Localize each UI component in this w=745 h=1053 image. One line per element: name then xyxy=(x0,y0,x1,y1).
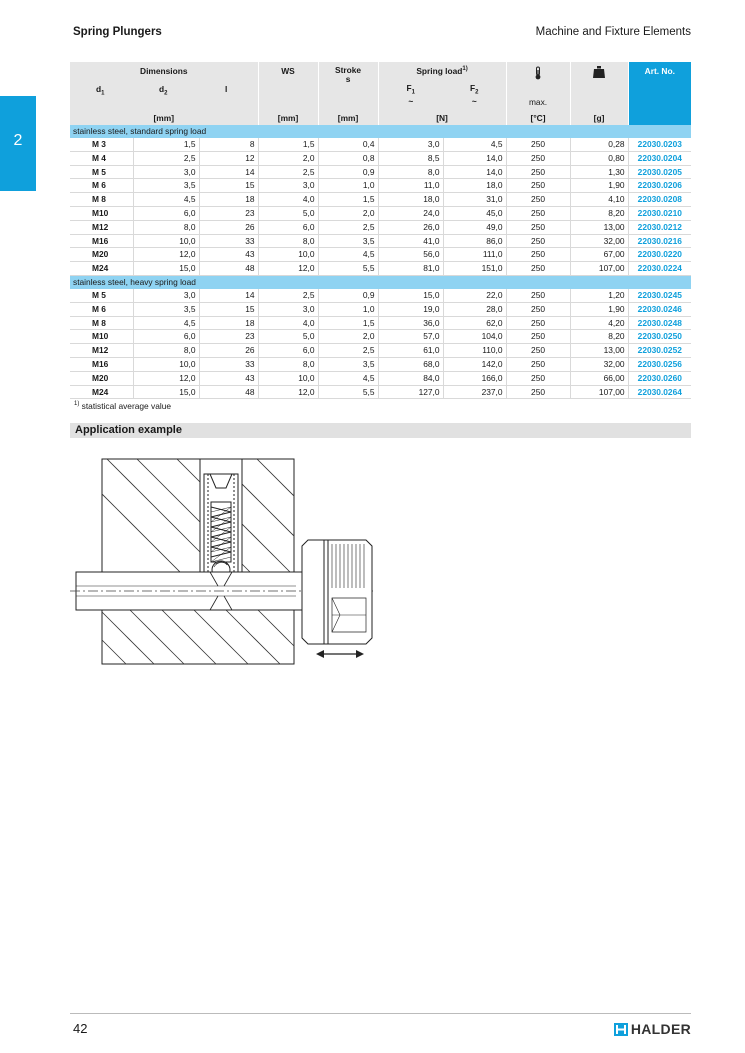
article-number: 22030.0208 xyxy=(628,193,691,207)
max-temp-value: 250 xyxy=(506,262,570,276)
f1-subscript: 1 xyxy=(411,89,416,96)
d2-value: 8,0 xyxy=(133,344,199,358)
stroke-value: 0,8 xyxy=(318,151,378,165)
table-row xyxy=(70,193,691,207)
ws-value: 3,0 xyxy=(258,302,318,316)
max-temp-value: 250 xyxy=(506,234,570,248)
weight-value: 1,90 xyxy=(570,179,628,193)
ws-header: WS xyxy=(258,62,318,84)
d2-value: 15,0 xyxy=(133,262,199,276)
weight-value: 13,00 xyxy=(570,220,628,234)
application-example-heading: Application example xyxy=(70,423,691,438)
d1-header xyxy=(70,84,133,110)
thread-size: M20 xyxy=(70,371,133,385)
f2-tilde: ~ xyxy=(471,95,477,106)
weight-value: 1,90 xyxy=(570,302,628,316)
max-temp-value: 250 xyxy=(506,193,570,207)
thread-size: M16 xyxy=(70,357,133,371)
thread-size: M 5 xyxy=(70,289,133,302)
table-row xyxy=(70,151,691,165)
ws-value: 8,0 xyxy=(258,234,318,248)
f1-value: 11,0 xyxy=(378,179,443,193)
length-value: 8 xyxy=(199,138,258,151)
table-row xyxy=(70,344,691,358)
d2-value: 10,0 xyxy=(133,357,199,371)
ws-value: 6,0 xyxy=(258,220,318,234)
weight-value: 67,00 xyxy=(570,248,628,262)
f2-subscript: 2 xyxy=(475,89,479,96)
f2-value: 237,0 xyxy=(443,385,506,399)
table-row xyxy=(70,179,691,193)
table-row xyxy=(70,357,691,371)
article-number: 22030.0220 xyxy=(628,248,691,262)
f1-value: 8,0 xyxy=(378,165,443,179)
d2-value: 12,0 xyxy=(133,371,199,385)
spring-load-header xyxy=(378,62,506,84)
article-number: 22030.0248 xyxy=(628,316,691,330)
weight-unit: [g] xyxy=(570,110,628,125)
ws-value: 1,5 xyxy=(258,138,318,151)
thread-size: M 4 xyxy=(70,151,133,165)
ws-header-blank xyxy=(258,84,318,110)
length-value: 33 xyxy=(199,357,258,371)
f1-value: 36,0 xyxy=(378,316,443,330)
f2-header xyxy=(443,84,506,110)
max-temp-value: 250 xyxy=(506,165,570,179)
footer-divider xyxy=(70,1013,691,1014)
article-number: 22030.0204 xyxy=(628,151,691,165)
article-number: 22030.0245 xyxy=(628,289,691,302)
weight-value: 4,10 xyxy=(570,193,628,207)
max-temp-value: 250 xyxy=(506,385,570,399)
table-row xyxy=(70,206,691,220)
weight-value: 0,80 xyxy=(570,151,628,165)
d1-symbol: d xyxy=(96,84,102,94)
f2-value: 14,0 xyxy=(443,151,506,165)
length-value: 43 xyxy=(199,248,258,262)
ws-value: 5,0 xyxy=(258,330,318,344)
thread-size: M20 xyxy=(70,248,133,262)
group-standard xyxy=(70,125,691,275)
d2-value: 3,5 xyxy=(133,179,199,193)
f2-symbol: F xyxy=(470,83,476,93)
length-value: 33 xyxy=(199,234,258,248)
f2-value: 104,0 xyxy=(443,330,506,344)
group-title: stainless steel, heavy spring load xyxy=(70,275,691,289)
article-number: 22030.0206 xyxy=(628,179,691,193)
spec-table xyxy=(70,62,691,399)
stroke-symbol: s xyxy=(345,74,351,84)
table-row xyxy=(70,330,691,344)
d2-value: 8,0 xyxy=(133,220,199,234)
f1-value: 81,0 xyxy=(378,262,443,276)
art-no-header: Art. No. xyxy=(628,62,691,125)
f2-value: 22,0 xyxy=(443,289,506,302)
table-row xyxy=(70,289,691,302)
f1-value: 15,0 xyxy=(378,289,443,302)
max-temp-value: 250 xyxy=(506,220,570,234)
spring-load-label: Spring load xyxy=(416,66,463,76)
article-number: 22030.0256 xyxy=(628,357,691,371)
d2-value: 4,5 xyxy=(133,316,199,330)
f1-value: 61,0 xyxy=(378,344,443,358)
length-value: 12 xyxy=(199,151,258,165)
stroke-value: 0,9 xyxy=(318,289,378,302)
f1-value: 8,5 xyxy=(378,151,443,165)
max-temp-value: 250 xyxy=(506,179,570,193)
article-number: 22030.0260 xyxy=(628,371,691,385)
stroke-value: 3,5 xyxy=(318,234,378,248)
ws-value: 2,0 xyxy=(258,151,318,165)
spring-load-footnote-mark: 1) xyxy=(462,66,468,73)
article-number: 22030.0250 xyxy=(628,330,691,344)
dimensions-unit: [mm] xyxy=(70,110,258,125)
page-number: 42 xyxy=(73,1021,88,1036)
article-number: 22030.0246 xyxy=(628,302,691,316)
weight-value: 1,30 xyxy=(570,165,628,179)
f1-tilde: ~ xyxy=(408,95,414,106)
f2-value: 4,5 xyxy=(443,138,506,151)
weight-value: 107,00 xyxy=(570,262,628,276)
length-value: 43 xyxy=(199,371,258,385)
weight-header xyxy=(570,62,628,110)
max-temp-value: 250 xyxy=(506,138,570,151)
ws-value: 12,0 xyxy=(258,262,318,276)
table-row xyxy=(70,385,691,399)
d2-header xyxy=(133,84,199,110)
ws-value: 3,0 xyxy=(258,179,318,193)
weight-value: 4,20 xyxy=(570,316,628,330)
stroke-value: 2,0 xyxy=(318,330,378,344)
table-row xyxy=(70,371,691,385)
hatching-lower xyxy=(102,610,294,664)
max-temp-value: 250 xyxy=(506,206,570,220)
d2-subscript: 2 xyxy=(164,90,168,97)
footnote-text: statistical average value xyxy=(79,401,172,411)
f2-value: 142,0 xyxy=(443,357,506,371)
thread-size: M 8 xyxy=(70,316,133,330)
halder-logo xyxy=(614,1021,691,1037)
weight-value: 8,20 xyxy=(570,330,628,344)
table-row xyxy=(70,165,691,179)
chapter-number: 2 xyxy=(13,132,23,149)
table-row xyxy=(70,262,691,276)
temperature-unit xyxy=(506,97,570,125)
max-temp-value: 250 xyxy=(506,289,570,302)
stroke-value: 1,5 xyxy=(318,316,378,330)
max-temp-value: 250 xyxy=(506,344,570,358)
ws-value: 4,0 xyxy=(258,316,318,330)
thread-size: M24 xyxy=(70,385,133,399)
length-value: 14 xyxy=(199,165,258,179)
stroke-value: 5,5 xyxy=(318,262,378,276)
stroke-value: 4,5 xyxy=(318,248,378,262)
ws-unit: [mm] xyxy=(258,110,318,125)
section-title: Spring Plungers xyxy=(73,26,162,38)
d2-value: 10,0 xyxy=(133,234,199,248)
group-heavy xyxy=(70,275,691,398)
movement-arrow-icon xyxy=(316,650,364,658)
f2-value: 14,0 xyxy=(443,165,506,179)
stroke-value: 2,5 xyxy=(318,344,378,358)
article-number: 22030.0210 xyxy=(628,206,691,220)
ws-value: 8,0 xyxy=(258,357,318,371)
f1-value: 24,0 xyxy=(378,206,443,220)
stroke-value: 2,5 xyxy=(318,220,378,234)
d2-value: 2,5 xyxy=(133,151,199,165)
weight-icon xyxy=(592,65,606,79)
ws-value: 2,5 xyxy=(258,289,318,302)
max-temp-value: 250 xyxy=(506,330,570,344)
f1-value: 57,0 xyxy=(378,330,443,344)
max-temp-value: 250 xyxy=(506,316,570,330)
ws-value: 12,0 xyxy=(258,385,318,399)
stroke-header-blank xyxy=(318,84,378,110)
stroke-value: 4,5 xyxy=(318,371,378,385)
weight-value: 66,00 xyxy=(570,371,628,385)
stroke-value: 1,0 xyxy=(318,302,378,316)
weight-value: 32,00 xyxy=(570,357,628,371)
f2-value: 151,0 xyxy=(443,262,506,276)
weight-value: 1,20 xyxy=(570,289,628,302)
f2-value: 45,0 xyxy=(443,206,506,220)
article-number: 22030.0205 xyxy=(628,165,691,179)
thread-size: M 8 xyxy=(70,193,133,207)
chapter-tab xyxy=(0,96,36,191)
length-value: 23 xyxy=(199,206,258,220)
f1-value: 19,0 xyxy=(378,302,443,316)
length-value: 23 xyxy=(199,330,258,344)
d2-value: 3,0 xyxy=(133,289,199,302)
weight-value: 13,00 xyxy=(570,344,628,358)
length-value: 26 xyxy=(199,220,258,234)
stroke-value: 1,5 xyxy=(318,193,378,207)
dimensions-header: Dimensions xyxy=(70,62,258,84)
length-value: 14 xyxy=(199,289,258,302)
ws-value: 10,0 xyxy=(258,248,318,262)
max-label: max. xyxy=(528,97,548,107)
length-value: 48 xyxy=(199,262,258,276)
max-temp-value: 250 xyxy=(506,357,570,371)
ws-value: 5,0 xyxy=(258,206,318,220)
footnote xyxy=(74,401,171,411)
knurled-knob xyxy=(302,540,372,644)
table-row xyxy=(70,234,691,248)
f2-value: 166,0 xyxy=(443,371,506,385)
table-row xyxy=(70,248,691,262)
f1-header xyxy=(378,84,443,110)
ws-value: 10,0 xyxy=(258,371,318,385)
f1-value: 26,0 xyxy=(378,220,443,234)
thread-size: M 3 xyxy=(70,138,133,151)
f2-value: 62,0 xyxy=(443,316,506,330)
f1-value: 127,0 xyxy=(378,385,443,399)
l-header: l xyxy=(199,84,258,110)
f1-value: 41,0 xyxy=(378,234,443,248)
f1-value: 3,0 xyxy=(378,138,443,151)
d2-value: 12,0 xyxy=(133,248,199,262)
group-title: stainless steel, standard spring load xyxy=(70,125,691,138)
thermometer-icon xyxy=(533,66,543,80)
stroke-unit: [mm] xyxy=(318,110,378,125)
stroke-label: Stroke xyxy=(334,65,362,75)
f2-value: 110,0 xyxy=(443,344,506,358)
length-value: 15 xyxy=(199,179,258,193)
max-temp-value: 250 xyxy=(506,302,570,316)
length-value: 18 xyxy=(199,193,258,207)
stroke-header xyxy=(318,62,378,84)
article-number: 22030.0252 xyxy=(628,344,691,358)
footnote-mark: 1) xyxy=(74,401,80,408)
stroke-value: 1,0 xyxy=(318,179,378,193)
spring-load-unit: [N] xyxy=(378,110,506,125)
length-value: 48 xyxy=(199,385,258,399)
max-temp-value: 250 xyxy=(506,248,570,262)
article-number: 22030.0212 xyxy=(628,220,691,234)
halder-logo-text: HALDER xyxy=(630,1021,691,1037)
weight-value: 8,20 xyxy=(570,206,628,220)
ws-value: 6,0 xyxy=(258,344,318,358)
max-temp-value: 250 xyxy=(506,371,570,385)
length-value: 26 xyxy=(199,344,258,358)
chapter-title: Machine and Fixture Elements xyxy=(535,26,691,38)
halder-logo-icon xyxy=(614,1023,628,1036)
d2-value: 6,0 xyxy=(133,330,199,344)
f2-value: 49,0 xyxy=(443,220,506,234)
thread-size: M10 xyxy=(70,330,133,344)
stroke-value: 0,4 xyxy=(318,138,378,151)
thread-size: M 5 xyxy=(70,165,133,179)
length-value: 15 xyxy=(199,302,258,316)
application-example-drawing xyxy=(70,452,390,667)
d2-value: 3,0 xyxy=(133,165,199,179)
thread-size: M12 xyxy=(70,344,133,358)
d2-value: 3,5 xyxy=(133,302,199,316)
celsius-unit: [°C] xyxy=(530,112,546,123)
thread-size: M10 xyxy=(70,206,133,220)
f1-symbol: F xyxy=(406,83,412,93)
f2-value: 18,0 xyxy=(443,179,506,193)
d1-subscript: 1 xyxy=(101,90,105,97)
spring-plunger xyxy=(204,474,238,579)
table-row xyxy=(70,302,691,316)
f1-value: 84,0 xyxy=(378,371,443,385)
f1-value: 56,0 xyxy=(378,248,443,262)
stroke-value: 3,5 xyxy=(318,357,378,371)
thread-size: M24 xyxy=(70,262,133,276)
weight-value: 0,28 xyxy=(570,138,628,151)
f2-value: 31,0 xyxy=(443,193,506,207)
article-number: 22030.0216 xyxy=(628,234,691,248)
ws-value: 4,0 xyxy=(258,193,318,207)
article-number: 22030.0203 xyxy=(628,138,691,151)
d2-value: 1,5 xyxy=(133,138,199,151)
d2-value: 6,0 xyxy=(133,206,199,220)
stroke-value: 0,9 xyxy=(318,165,378,179)
length-value: 18 xyxy=(199,316,258,330)
table-row xyxy=(70,220,691,234)
table-row xyxy=(70,316,691,330)
fixture-body xyxy=(102,459,294,664)
d2-value: 15,0 xyxy=(133,385,199,399)
thread-size: M16 xyxy=(70,234,133,248)
d2-symbol: d xyxy=(159,84,165,94)
f1-value: 18,0 xyxy=(378,193,443,207)
thread-size: M 6 xyxy=(70,179,133,193)
article-number: 22030.0224 xyxy=(628,262,691,276)
weight-value: 107,00 xyxy=(570,385,628,399)
ws-value: 2,5 xyxy=(258,165,318,179)
stroke-value: 5,5 xyxy=(318,385,378,399)
stroke-value: 2,0 xyxy=(318,206,378,220)
d2-value: 4,5 xyxy=(133,193,199,207)
f2-value: 86,0 xyxy=(443,234,506,248)
article-number: 22030.0264 xyxy=(628,385,691,399)
f1-value: 68,0 xyxy=(378,357,443,371)
table-row xyxy=(70,138,691,151)
thread-size: M 6 xyxy=(70,302,133,316)
weight-value: 32,00 xyxy=(570,234,628,248)
f2-value: 28,0 xyxy=(443,302,506,316)
f2-value: 111,0 xyxy=(443,248,506,262)
max-temp-value: 250 xyxy=(506,151,570,165)
thread-size: M12 xyxy=(70,220,133,234)
